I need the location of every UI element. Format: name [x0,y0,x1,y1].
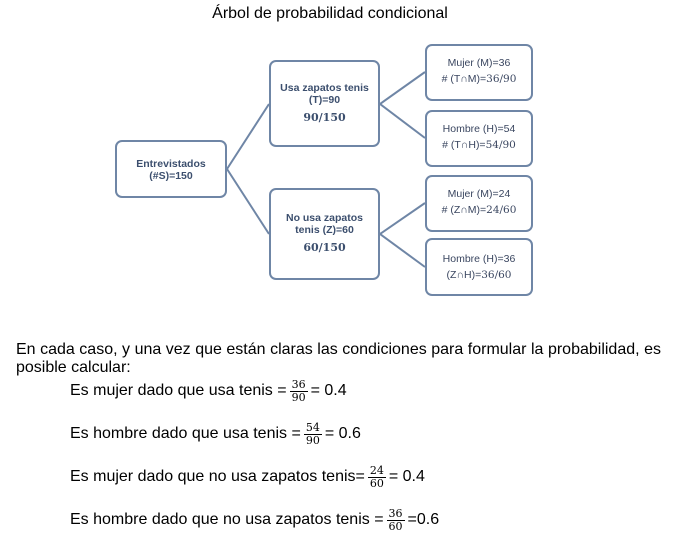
leaf-zm-value: 24/60 [486,204,517,216]
leaf-node-t-mujer [425,44,533,101]
fraction-denominator: 60 [388,519,403,533]
result-fraction [368,465,386,490]
result-text: Es mujer dado que usa tenis = [70,382,287,399]
root-count: (#S)=150 [149,170,193,182]
leaf-tm-label: Mujer (M)=36 [447,57,511,69]
connector-root-t [227,104,269,169]
result-hombre-no-tenis [70,503,439,537]
leaf-node-z-hombre [425,238,533,296]
leaf-zh-set: (Z∩H)= [446,269,482,281]
result-text: Es hombre dado que no usa zapatos tenis = [70,511,384,528]
result-fraction [304,422,322,447]
diagram-title: Árbol de probabilidad condicional [212,5,448,22]
branch-t-label: Usa zapatos tenis [280,82,369,94]
connector-t-m [380,72,425,104]
branch-node-no-tenis [269,188,380,280]
connector-z-m [380,203,425,234]
result-fraction [290,379,308,404]
root-label: Entrevistados [136,158,206,170]
result-value: =0.6 [407,511,440,528]
branch-z-fraction: 60/150 [303,241,346,254]
result-value: = 0.4 [388,468,425,485]
leaf-zm-label: Mujer (M)=24 [447,188,511,200]
leaf-node-z-mujer [425,175,533,232]
leaf-zm-set: # (Z∩M)= [441,204,487,216]
result-text: Es mujer dado que no usa zapatos tenis= [70,468,365,485]
leaf-th-value: 54/90 [485,139,516,151]
result-fraction [387,508,405,533]
result-mujer-no-tenis [70,460,425,494]
leaf-th-label: Hombre (H)=54 [442,123,516,135]
branch-z-label: No usa zapatos [285,212,364,224]
leaf-tm-set: # (T∩M)= [441,73,487,85]
result-hombre-tenis [70,417,361,451]
leaf-th-set: # (T∩H)= [442,139,486,151]
fraction-numerator: 54 [305,420,320,434]
leaf-tm-value: 36/90 [486,73,517,85]
result-mujer-tenis [70,374,347,408]
branch-node-tenis [269,60,380,147]
branch-t-count: (T)=90 [308,94,341,106]
result-text: Es hombre dado que usa tenis = [70,425,301,442]
connector-z-h [380,234,425,267]
root-node [115,140,227,198]
explanation-paragraph: En cada caso, y una vez que están claras las condiciones para formular la probabilidad, es posible calcular: [16,341,661,376]
leaf-node-t-hombre [425,110,533,167]
leaf-zh-value: 36/60 [481,269,512,281]
branch-t-fraction: 90/150 [303,111,346,124]
connector-t-h [380,104,425,138]
fraction-denominator: 90 [291,390,306,404]
fraction-numerator: 36 [291,377,306,391]
branch-z-count: tenis (Z)=60 [295,224,354,236]
connector-root-z [227,169,269,234]
fraction-denominator: 90 [305,433,320,447]
fraction-numerator: 24 [369,463,384,477]
result-value: = 0.6 [324,425,361,442]
fraction-denominator: 60 [369,476,384,490]
fraction-numerator: 36 [388,506,403,520]
leaf-zh-label: Hombre (H)=36 [442,253,516,265]
result-value: = 0.4 [310,382,347,399]
